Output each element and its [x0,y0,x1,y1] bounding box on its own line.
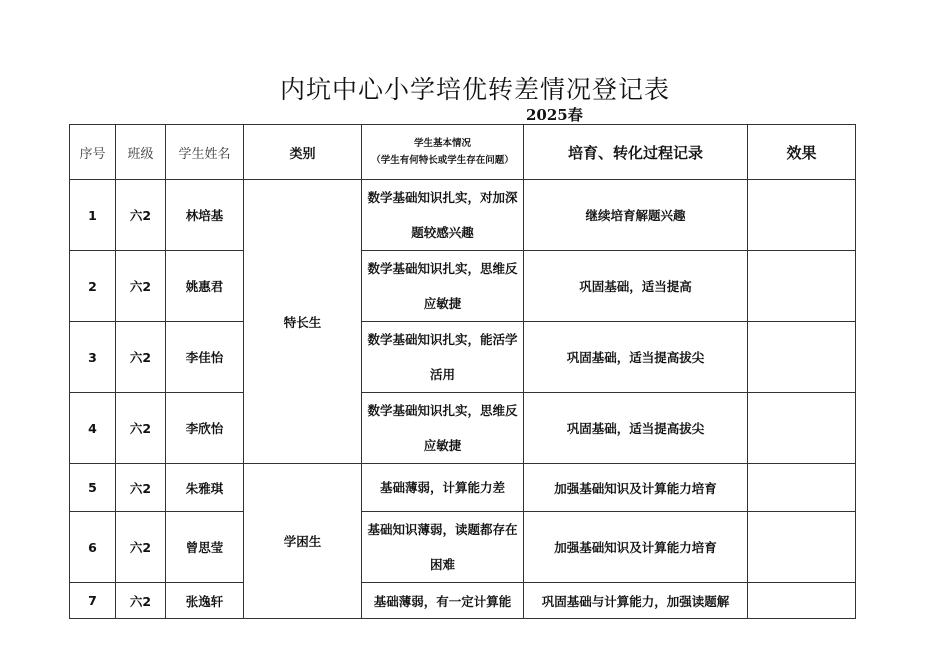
cell-category: 学困生 [244,464,362,619]
header-no: 序号 [70,125,116,180]
cell-process: 加强基础知识及计算能力培育 [524,512,748,583]
cell-class: 六2 [116,464,166,512]
cell-effect [748,464,856,512]
header-class: 班级 [116,125,166,180]
cell-process: 巩固基础与计算能力，加强读题解 [524,583,748,619]
cell-process: 加强基础知识及计算能力培育 [524,464,748,512]
header-effect: 效果 [748,125,856,180]
header-row [70,125,856,180]
cell-no: 3 [70,322,116,393]
header-category: 类别 [244,125,362,180]
cell-effect [748,583,856,619]
header-basic-line2: （学生有何特长或学生存在问题） [371,155,514,166]
cell-class: 六2 [116,322,166,393]
cell-effect [748,251,856,322]
cell-basic: 数学基础知识扎实，思维反应敏捷 [362,393,524,464]
cell-name: 朱雅琪 [166,464,244,512]
cell-no: 7 [70,583,116,619]
cell-class: 六2 [116,251,166,322]
header-basic-line1: 学生基本情况 [413,138,471,149]
cell-effect [748,180,856,251]
cell-basic: 数学基础知识扎实，思维反应敏捷 [362,251,524,322]
table-row [70,180,856,251]
cell-effect [748,322,856,393]
cell-name: 姚惠君 [166,251,244,322]
cell-name: 张逸轩 [166,583,244,619]
table-row [70,464,856,512]
table-row [70,512,856,583]
cell-basic: 基础知识薄弱，读题都存在困难 [362,512,524,583]
cell-category: 特长生 [244,180,362,464]
cell-class: 六2 [116,583,166,619]
cell-no: 6 [70,512,116,583]
term-label: 2025春 [526,106,583,124]
cell-name: 曾思莹 [166,512,244,583]
cell-basic: 数学基础知识扎实，能活学活用 [362,322,524,393]
cell-no: 1 [70,180,116,251]
cell-basic: 数学基础知识扎实，对加深题较感兴趣 [362,180,524,251]
header-name: 学生姓名 [166,125,244,180]
page-title: 内坑中心小学培优转差情况登记表 [279,75,670,104]
cell-no: 5 [70,464,116,512]
header-basic-info [362,125,524,180]
cell-process: 巩固基础，适当提高拔尖 [524,322,748,393]
cell-no: 4 [70,393,116,464]
table-row [70,251,856,322]
cell-name: 林培基 [166,180,244,251]
table-row [70,393,856,464]
cell-name: 李佳怡 [166,322,244,393]
table-row [70,322,856,393]
cell-name: 李欣怡 [166,393,244,464]
cell-process: 巩固基础，适当提高 [524,251,748,322]
table-row [70,583,856,619]
cell-class: 六2 [116,512,166,583]
cell-effect [748,393,856,464]
cell-process: 巩固基础，适当提高拔尖 [524,393,748,464]
cell-class: 六2 [116,180,166,251]
cell-basic: 基础薄弱，有一定计算能 [362,583,524,619]
cell-process: 继续培育解题兴趣 [524,180,748,251]
cell-basic: 基础薄弱，计算能力差 [362,464,524,512]
cell-effect [748,512,856,583]
header-process: 培育、转化过程记录 [524,125,748,180]
cell-class: 六2 [116,393,166,464]
registration-table [69,124,856,619]
cell-no: 2 [70,251,116,322]
